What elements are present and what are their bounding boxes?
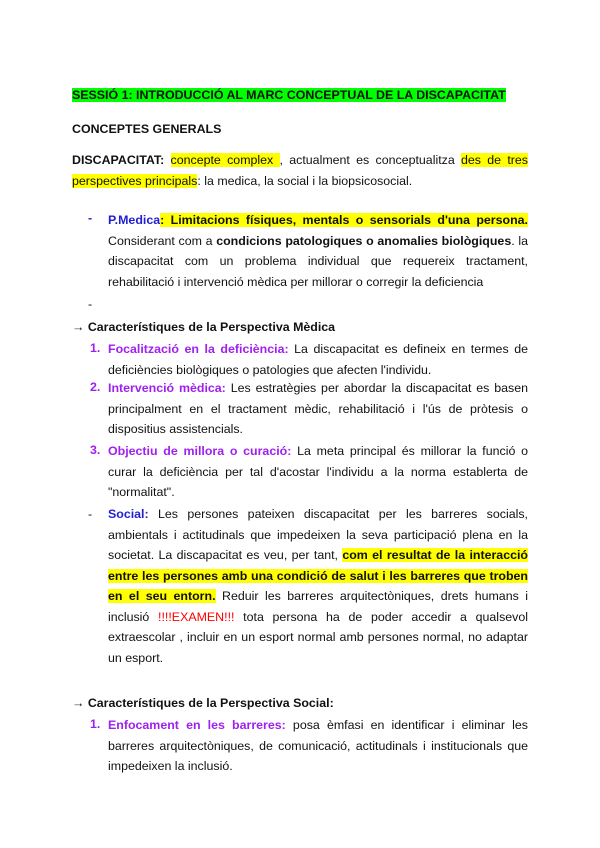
medica-highlight: Limitacions físiques, mentals o sensorials d'una persona.	[170, 213, 528, 227]
social-item-1-number: 1.	[90, 717, 101, 731]
section-subtitle: CONCEPTES GENERALS	[72, 122, 222, 136]
medica-bold: condicions patologiques o anomalies biològiques	[216, 233, 512, 248]
definition-paragraph: DISCAPACITAT: concepte complex , actualment es conceptualitza des de tres perspectives principals: la medica, la social i la biopsicosocial.	[72, 153, 528, 188]
social-label: Social:	[108, 507, 149, 521]
bullet-dash-medica: -	[88, 211, 93, 225]
medica-item-1: Focalització en la deficiència: La discapacitat es defineix en termes de deficiències biològiques o patologies que afecten l'individu.	[108, 342, 528, 377]
highlight-concepte: concepte complex	[170, 153, 280, 167]
highlight-perspectives: des de tres perspectives principals	[72, 153, 528, 188]
medica-item-3: Objectiu de millora o curació: La meta principal és millorar la funció o curar la deficiència per tal d'acostar l'individu a la norma establerta de "normalitat".	[108, 444, 528, 499]
exam-marker: !!!!EXAMEN!!!	[158, 609, 235, 624]
social-highlight: com el resultat de la interacció entre les persones amb una condició de salut i les barreres que troben en el seu entorn.	[108, 548, 528, 603]
social-characteristics-heading: → Característiques de la Perspectiva Social:	[72, 696, 334, 710]
page-title: SESSIÓ 1: INTRODUCCIÓ AL MARC CONCEPTUAL DE LA DISCAPACITAT	[72, 88, 506, 102]
medica-item-1-number: 1.	[90, 341, 101, 355]
medica-label: P.Medica	[108, 213, 161, 227]
social-item-1: Enfocament en les barreres: posa èmfasi en identificar i eliminar les barreres arquitectòniques, de comunicació, actitudinals i institucionals que impedeixen la inclusió.	[108, 718, 528, 773]
medica-item-2: Intervenció mèdica: Les estratègies per abordar la discapacitat es basen principalment en el tractament mèdic, rehabilitació i l'ús de pròtesis o dispositius assistencials.	[108, 381, 529, 436]
definition-term: DISCAPACITAT:	[72, 153, 165, 167]
medica-paragraph: P.Medica: Limitacions físiques, mentals o sensorials d'una persona. Considerant com a condicions patologiques o anomalies biològiques. la discapacitat com un problema individual que requereix tractament, rehabilitació i intervenció mèdica per millorar o corregir la deficiencia	[108, 213, 529, 289]
medica-item-3-number: 3.	[90, 443, 101, 457]
social-paragraph: Social: Les persones pateixen discapacitat per les barreres socials, ambientals i actitudinals que impedeixen la seva participació plena en la societat. La discapacitat es veu, per tant, com el resultat de la interacció entre les persones amb una condició de salut i les barreres que troben en el seu entorn. Reduir les barreres arquitectòniques, drets humans i inclusió !!!!EXAMEN!!! tota persona ha de poder accedir a qualsevol extraescolar , incluir en un esport normal amb persones normal, no adaptar un esport.	[108, 507, 528, 665]
medica-item-2-number: 2.	[90, 380, 101, 394]
bullet-dash-social: -	[88, 507, 93, 521]
medica-characteristics-heading: → Característiques de la Perspectiva Mèdica	[72, 320, 336, 334]
bullet-dash-empty: -	[88, 297, 93, 311]
